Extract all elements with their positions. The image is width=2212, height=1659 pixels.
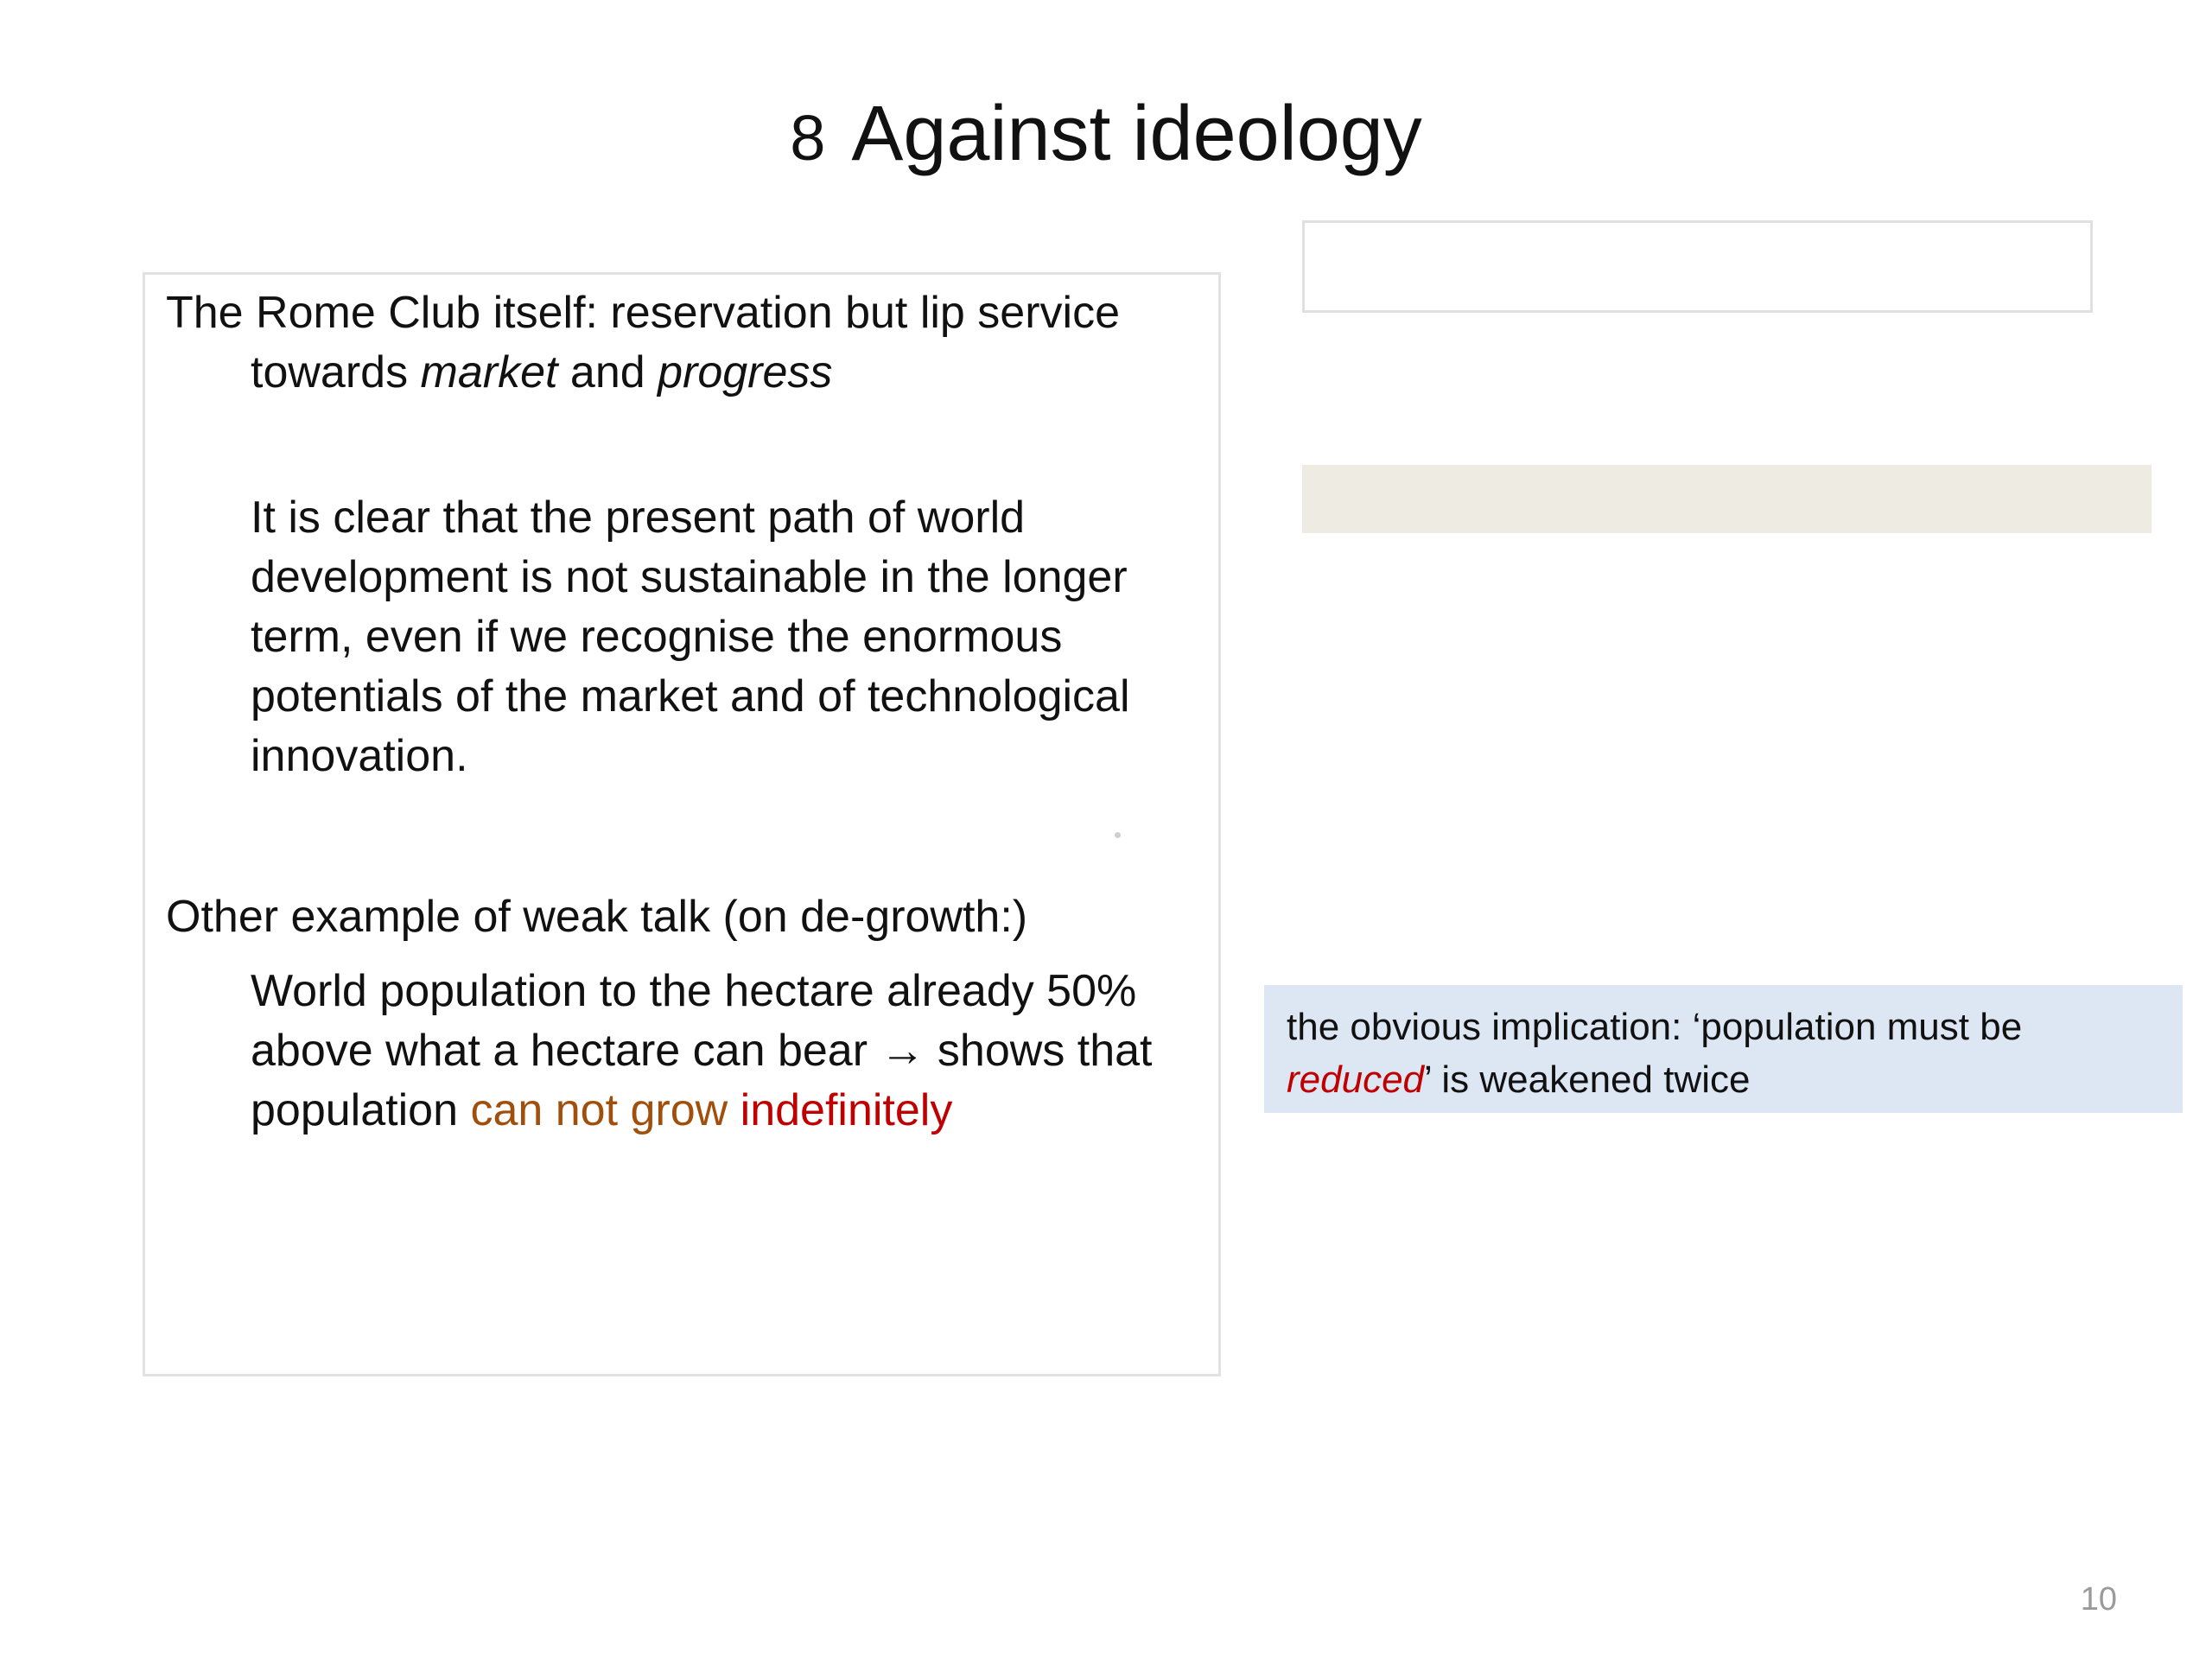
slide-title-text: Against ideology — [851, 91, 1422, 177]
empty-text-box — [1302, 220, 2093, 313]
implication-note — [1264, 985, 2183, 1113]
space-text — [728, 1085, 740, 1135]
note-text-after: ’ is weakened twice — [1424, 1058, 1751, 1101]
and-text: and — [557, 347, 658, 397]
note-text-before: the obvious implication: ‘population must be — [1287, 1006, 2023, 1048]
sustainability-quote: It is clear that the present path of world development is not sustainable in the longer term, even if we recognise the enormous potentials of the market and of technological innovation. — [251, 493, 1130, 781]
population-text-after-arrow: shows that population — [251, 1026, 1153, 1135]
can-not-grow-text: can not grow — [470, 1085, 728, 1135]
page-number: 10 — [2080, 1581, 2117, 1618]
market-word: market — [420, 347, 558, 397]
beige-highlight-bar — [1302, 465, 2152, 533]
population-paragraph — [251, 962, 1218, 1141]
progress-word: progress — [658, 347, 833, 397]
weak-talk-heading: Other example of weak talk (on de-growth:) — [166, 892, 1028, 942]
stray-dot — [1115, 832, 1121, 838]
left-content-box — [143, 272, 1221, 1376]
rome-club-paragraph — [166, 283, 1203, 403]
slide-title — [0, 86, 2212, 186]
rome-club-line-1: The Rome Club itself: reservation but lip service — [166, 288, 1121, 338]
towards-text: towards — [251, 347, 421, 397]
right-arrow-icon: → — [880, 1026, 925, 1076]
indefinitely-text: indefinitely — [740, 1085, 953, 1135]
note-reduced-word: reduced — [1287, 1058, 1425, 1101]
slide-number-label: 8 — [790, 102, 826, 174]
rome-club-line-2 — [166, 343, 1203, 403]
population-text: World population to the hectare already 50% above what a hectare can bear — [251, 966, 1137, 1076]
